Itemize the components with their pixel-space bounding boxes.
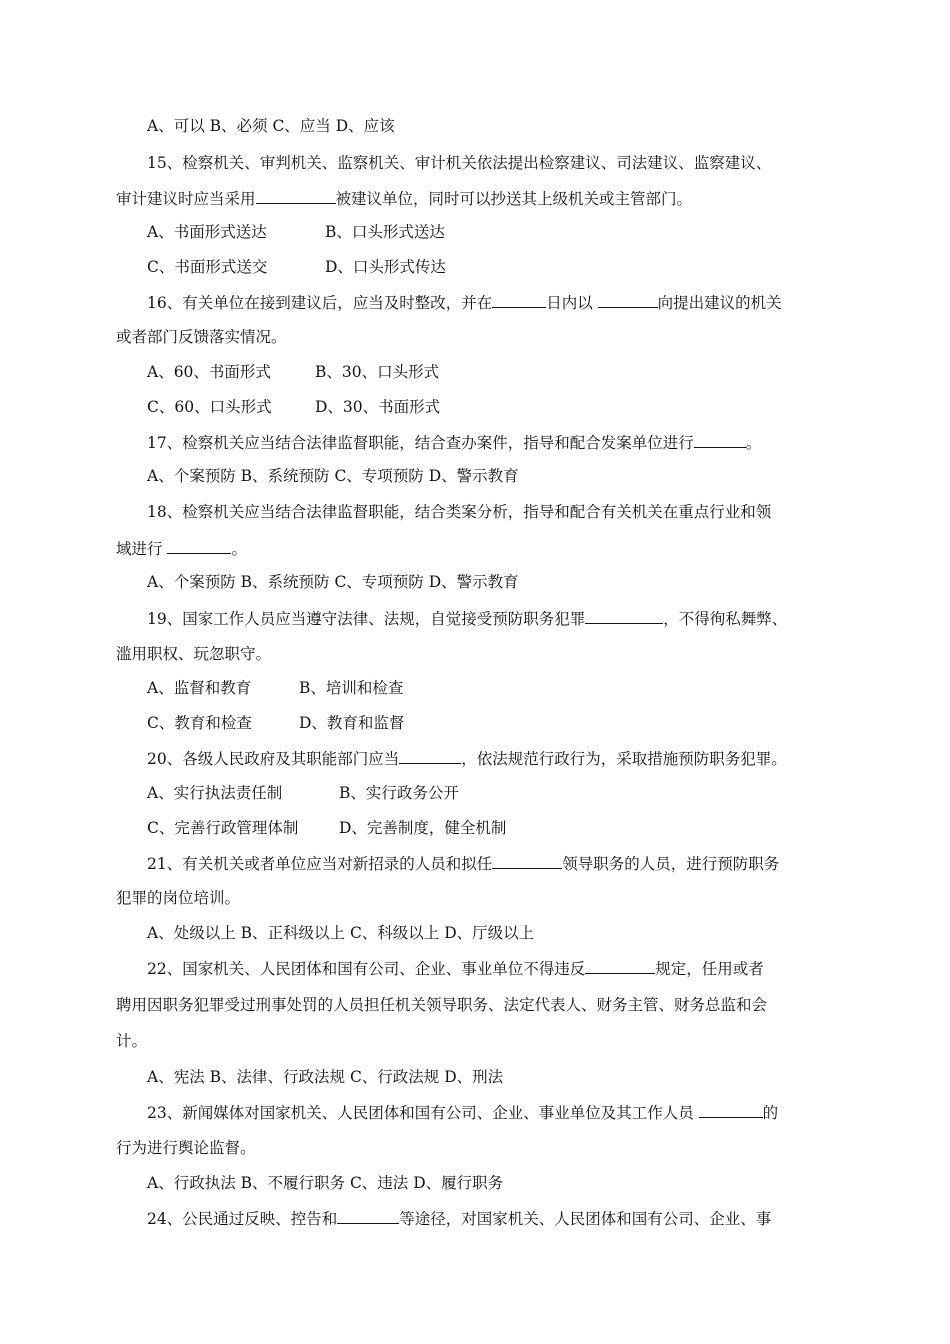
q19-options-row2: C、教育和检查 D、教育和监督 xyxy=(147,714,405,732)
answer-blank xyxy=(399,748,461,764)
q21-stem-line1: 21、有关机关或者单位应当对新招录的人员和拟任 领导职务的人员，进行预防职务 xyxy=(147,855,780,873)
q15-stem-line1: 15、检察机关、审判机关、监察机关、审计机关依法提出检察建议、司法建议、监察建议、 xyxy=(147,154,772,172)
q18-stem-line1: 18、检察机关应当结合法律监督职能，结合类案分析，指导和配合有关机关在重点行业和领 xyxy=(147,503,772,521)
q23-options: A、行政执法 B、不履行职务 C、违法 D、履行职务 xyxy=(147,1174,504,1192)
answer-blank xyxy=(492,853,562,869)
option-text: A、可以 B、必须 C、应当 D、应该 xyxy=(147,117,395,135)
q20-options-row1: A、实行执法责任制 B、实行政务公开 xyxy=(147,784,459,802)
q19-options-row1: A、监督和教育 B、培训和检查 xyxy=(147,679,404,697)
q21-stem-line2: 犯罪的岗位培训。 xyxy=(116,889,241,907)
q19-stem-line2: 滥用职权、玩忽职守。 xyxy=(116,645,272,663)
answer-blank xyxy=(492,292,546,308)
q17-stem: 17、检察机关应当结合法律监督职能，结合查办案件，指导和配合发案单位进行 。 xyxy=(147,434,762,452)
q16-stem-line1: 16、有关单位在接到建议后，应当及时整改，并在 日内以 向提出建议的机关 xyxy=(147,294,782,312)
q17-options: A、个案预防 B、系统预防 C、专项预防 D、警示教育 xyxy=(147,467,519,485)
answer-blank xyxy=(585,608,663,624)
q15-stem-line2: 审计建议时应当采用 被建议单位，同时可以抄送其上级机关或主管部门。 xyxy=(116,190,693,208)
q15-options-row1: A、书面形式送达 B、口头形式送达 xyxy=(147,223,445,241)
answer-blank xyxy=(585,958,655,974)
q22-options: A、宪法 B、法律、行政法规 C、行政法规 D、刑法 xyxy=(147,1068,504,1086)
q20-stem: 20、各级人民政府及其职能部门应当 ，依法规范行政行为，采取措施预防职务犯罪。 xyxy=(147,750,787,768)
q16-options-row1: A、60、书面形式 B、30、口头形式 xyxy=(147,363,440,381)
answer-blank xyxy=(167,538,231,554)
answer-blank xyxy=(337,1208,399,1224)
q24-stem-line1: 24、公民通过反映、控告和 等途径，对国家机关、人民团体和国有公司、企业、事 xyxy=(147,1210,772,1228)
answer-blank xyxy=(694,432,746,448)
answer-blank xyxy=(699,1102,763,1118)
q22-stem-line3: 计。 xyxy=(116,1032,148,1050)
q19-stem-line1: 19、国家工作人员应当遵守法律、法规，自觉接受预防职务犯罪 ，不得徇私舞弊、 xyxy=(147,610,788,628)
q20-options-row2: C、完善行政管理体制 D、完善制度，健全机制 xyxy=(147,819,507,837)
q14-options xyxy=(147,116,395,136)
q16-stem-line2: 或者部门反馈落实情况。 xyxy=(116,328,287,346)
q15-options-row2: C、书面形式送交 D、口头形式传达 xyxy=(147,258,446,276)
q23-stem-line1: 23、新闻媒体对国家机关、人民团体和国有公司、企业、事业单位及其工作人员 的 xyxy=(147,1104,779,1122)
answer-blank xyxy=(598,292,658,308)
q22-stem-line1: 22、国家机关、人民团体和国有公司、企业、事业单位不得违反 规定，任用或者 xyxy=(147,960,764,978)
q16-options-row2: C、60、口头形式 D、30、书面形式 xyxy=(147,398,441,416)
q18-options: A、个案预防 B、系统预防 C、专项预防 D、警示教育 xyxy=(147,573,519,591)
answer-blank xyxy=(256,188,336,204)
q18-stem-line2: 域进行 。 xyxy=(116,540,247,558)
q23-stem-line2: 行为进行舆论监督。 xyxy=(116,1139,256,1157)
q22-stem-line2: 聘用因职务犯罪受过刑事处罚的人员担任机关领导职务、法定代表人、财务主管、财务总监和会 xyxy=(116,996,768,1014)
q21-options: A、处级以上 B、正科级以上 C、科级以上 D、厅级以上 xyxy=(147,924,535,942)
